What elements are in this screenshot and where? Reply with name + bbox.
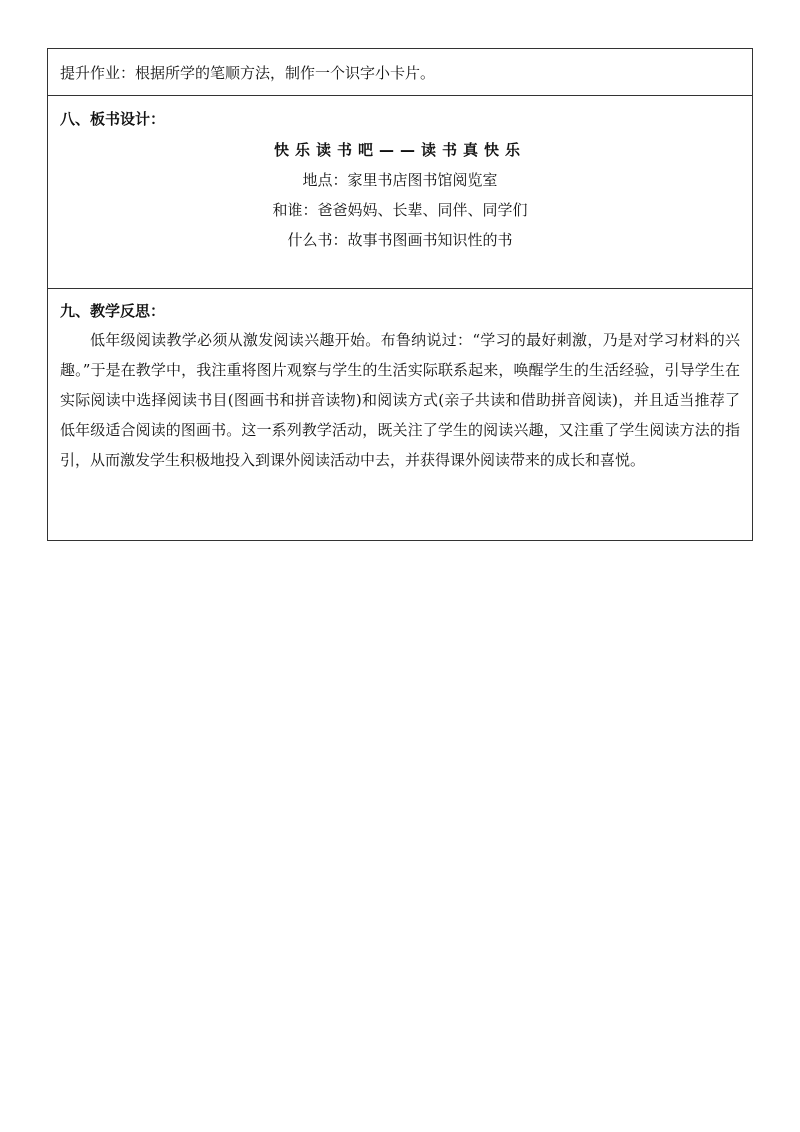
board-line-place: 地点：家里书店图书馆阅览室 [302, 171, 498, 189]
reflection-section [48, 288, 752, 540]
board-title: 快乐读书吧——读书真快乐 [273, 141, 526, 159]
board-line-books: 什么书：故事书图画书知识性的书 [287, 231, 513, 249]
homework-row [48, 49, 752, 95]
board-design-heading: 八、板书设计： [60, 110, 166, 128]
reflection-paragraph: 低年级阅读教学必须从激发阅读兴趣开始。布鲁纳说过：“学习的最好刺激，乃是对学习材料的兴趣。”于是在教学中，我注重将图片观察与学生的生活实际联系起来，唤醒学生的生活经验，引导学生在实际阅读中选择阅读书目(图画书和拼音读物)和阅读方式(亲子共读和借助拼音阅读)，并且适当推荐了低年级适合阅读的图画书。这一系列教学活动，既关注了学生的阅读兴趣，又注重了学生阅读方法的指引，从而激发学生积极地投入到课外阅读活动中去，并获得课外阅读带来的成长和喜悦。 [60, 331, 740, 469]
reflection-heading: 九、教学反思： [60, 302, 166, 320]
lesson-plan-table [47, 48, 753, 541]
homework-text: 提升作业：根据所学的笔顺方法，制作一个识字小卡片。 [60, 63, 436, 82]
board-line-who: 和谁：爸爸妈妈、长辈、同伴、同学们 [272, 201, 528, 219]
board-design-section [48, 95, 752, 288]
